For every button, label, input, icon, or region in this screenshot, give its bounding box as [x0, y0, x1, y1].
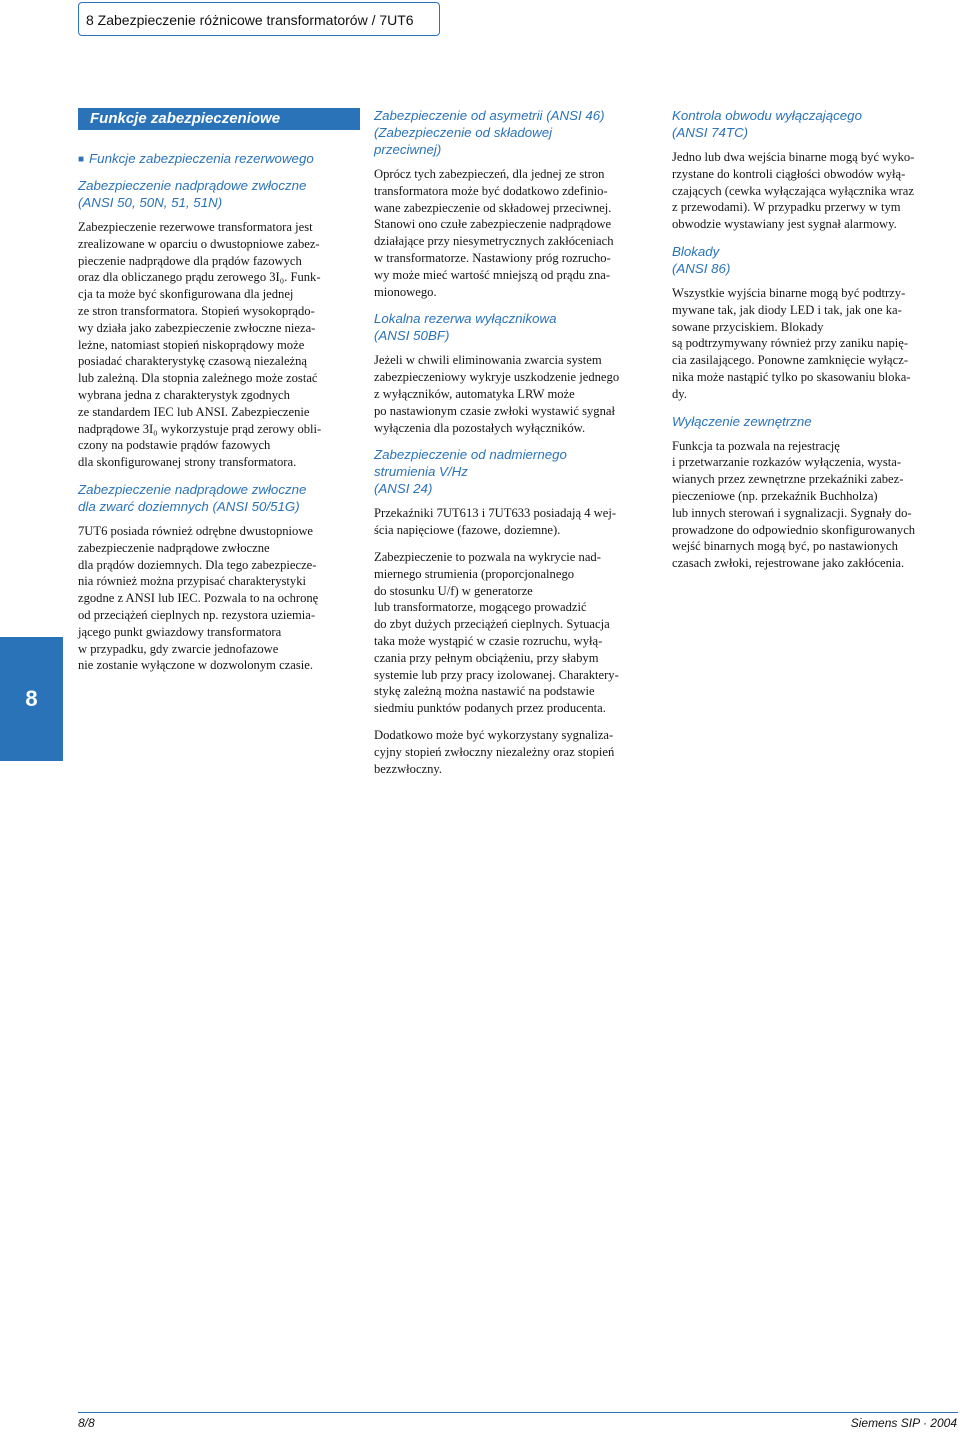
- function-heading: Zabezpieczenie od nadmiernego strumienia V/Hz (ANSI 24): [374, 447, 567, 497]
- footer-divider: [78, 1412, 958, 1413]
- function-heading: Wyłączenie zewnętrzne: [672, 413, 812, 429]
- paragraph: Wszystkie wyjścia binarne mogą być podtrzy- mywane tak, jak diody LED i tak, jak one ka- sowane przyciskiem. Blokady są podtrzymywany również przy zaniku napię- cia zasilającego. Ponowne zamknięcie wyłącz- nika może nastąpić tylko po skasowaniu blokа- dy.: [672, 285, 911, 401]
- section-title: Funkcje zabezpieczeniowe: [78, 108, 360, 130]
- paragraph: 7UT6 posiada również odrębne dwustopniowe zabezpieczenie nadprądowe zwłoczne dla prądów doziemnych. Dla tego zabezpiecze- nia również można przypisać charakterystyki zgodne z ANSI lub IEC. Pozwala to na ochronę od przeciążeń cieplnych np. rezystora uziemia- jącego punkt gwiazdowy transformatora w przypadku, gdy zwarcie jednofazowe nie zostanie wyłączone w dozwolonym czasie.: [78, 523, 319, 673]
- function-heading: Blokady (ANSI 86): [672, 243, 731, 276]
- paragraph: Zabezpieczenie rezerwowe transformatora jest zrealizowane w oparciu o dwustopniowe zabez- pieczenie nadprądowe dla prądów fazowych oraz dla obliczanego prądu zerowego 3I₀. Funk- cja ta może być skonfigurowana dla jednej ze stron transformatora. Stopień wysokoprądo- wy działa jako zabezpieczenie zwłoczne nieza- leżne, natomiast stopień niskoprądowy może posiadać charakterystykę czasową niezależną lub zależną. Dla stopnia zależnego może zostać wybrana jedna z charakterystyk zgodnych ze standardem IEC lub ANSI. Zabezpieczenie nadprądowe 3I₀ wykorzystuje prąd zerowy obli- czony na podstawie prądów fazowych dla skonfigurowanej strony transformatora.: [78, 220, 322, 470]
- running-header: 8 Zabezpieczenie różnicowe transformatorów / 7UT6: [78, 2, 440, 36]
- function-heading: Zabezpieczenie nadprądowe zwłoczne (ANSI 50, 50N, 51, 51N): [78, 178, 307, 210]
- paragraph: Jedno lub dwa wejścia binarne mogą być wyko- rzystane do kontroli ciągłości obwodów wyłą- czających (cewka wyłączająca wyłącznika wraz z przewodami). W przypadku przerwy w tym obwodzie wystawiany jest sygnał alarmowy.: [672, 150, 915, 232]
- paragraph: Dodatkowo może być wykorzystany sygnaliza- cyjny stopień zwłoczny niezależny oraz stopień bezzwłoczny.: [374, 727, 615, 776]
- paragraph: Funkcja ta pozwala na rejestrację i przetwarzanie rozkazów wyłączenia, wysta- wianych przez zewnętrzne przekaźniki zabez- pieczeniowe (np. przekaźnik Buchholza) lub innych sterowań i sygnalizacji. Sygnały do- prowadzone do odpowiednio skonfigurowanych wejść binarnych mogą być, po nastawionych czasach zwłoki, rejestrowane jako zakłócenia.: [672, 438, 916, 571]
- column-2: [374, 107, 664, 787]
- paragraph: Przekaźniki 7UT613 i 7UT633 posiadają 4 wej- ścia napięciowe (fazowe, doziemne).: [374, 506, 617, 538]
- function-heading: Kontrola obwodu wyłączającego (ANSI 74TC): [672, 108, 862, 140]
- paragraph: Zabezpieczenie to pozwala na wykrycie nad- miernego strumienia (proporcjonalnego do stosunku U/f) w generatorze lub transformatorze, mogącego prowadzić do zbyt dużych przeciążeń cieplnych. Sytuacja taka może wystąpić w czasie rozruchu, wyłą- czania przy pełnym obciążeniu, przy słabym systemie lub przy pracy izolowanej. Charaktery- stykę zależną można nastawić na podstawie siedmiu punktów podanych przez producenta.: [374, 549, 619, 716]
- publisher-label: Siemens SIP · 2004: [850, 1416, 957, 1430]
- paragraph: Jeżeli w chwili eliminowania zwarcia system zabezpieczeniowy wykryje uszkodzenie jednego z wyłączników, automatyka LRW może po nastawionym czasie zwłoki wystawić sygnał wyłączenia dla pozostałych wyłączników.: [374, 353, 620, 435]
- function-heading: Zabezpieczenie nadprądowe zwłoczne dla zwarć doziemnych (ANSI 50/51G): [78, 481, 307, 514]
- column-3: [672, 107, 958, 582]
- function-heading: Lokalna rezerwa wyłącznikowa (ANSI 50BF): [374, 311, 557, 344]
- page-number: 8/8: [78, 1416, 95, 1430]
- paragraph: Oprócz tych zabezpieczeń, dla jednej ze stron transformatora może być dodatkowo zdefinio- wane zabezpieczenie od składowej przeciwnej. Stanowi ono czułe zabezpieczenie nadprądowe działające przy niesymetrycznych zakłóceniach w transformatorze. Nastawiony próg rozrucho- wy może mieć wartość mniejszą od prądu zna- mionowego.: [374, 167, 614, 299]
- function-heading: Zabezpieczenie od asymetrii (ANSI 46) (Zabezpieczenie od składowej przeciwnej): [374, 108, 605, 157]
- subsection-heading: ■ Funkcje zabezpieczenia rezerwowego: [78, 150, 360, 169]
- column-1: [78, 150, 360, 684]
- chapter-tab[interactable]: 8: [0, 637, 63, 761]
